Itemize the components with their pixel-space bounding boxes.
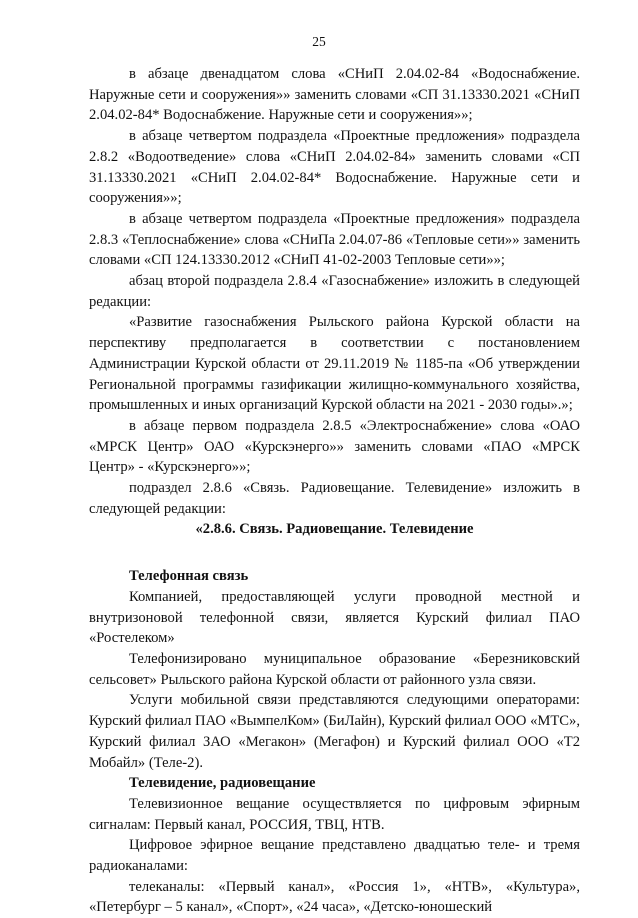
paragraph: телеканалы: «Первый канал», «Россия 1», «НТВ», «Культура», «Петербург – 5 канал», «Спорт», «24 часа», «Детско-юношеский	[89, 878, 580, 916]
paragraph: Телефонизировано муниципальное образование «Березниковский сельсовет» Рыльского района Курской области от районного узла связи.	[89, 650, 580, 688]
page-number: 25	[312, 34, 326, 49]
paragraph: Услуги мобильной связи представляются следующими операторами: Курский филиал ПАО «ВымпелКом» (БиЛайн), Курский филиал ООО «МТС», Курский филиал ЗАО «Мегакон» (Мегафон) и Курский филиал ООО «Т2 Мобайл» (Теле-2).	[89, 692, 580, 771]
quoted-paragraph: «Развитие газоснабжения Рыльского района Курской области на перспективу предполагается в соответствии с постановлением Администрации Курской области от 29.11.2019 № 1185-па «Об утверждении Региональной программы газификации жилищно-коммунального хозяйства, промышленных и иных организаций Курской области на 2021 - 2030 годы».»;	[89, 314, 580, 414]
paragraph: в абзаце четвертом подраздела «Проектные предложения» подраздела 2.8.3 «Теплоснабжение» слова «СНиПа 2.04.07-86 «Тепловые сети»» заменить словами «СП 124.13330.2012 «СНиП 41-02-2003 Тепловые сети»»;	[89, 210, 580, 269]
phone-heading: Телефонная связь	[129, 568, 249, 585]
paragraph: в абзаце двенадцатом слова «СНиП 2.04.02-84 «Водоснабжение. Наружные сети и сооружения»» заменить словами «СП 31.13330.2021 «СНиП 2.04.02-84* Водоснабжение. Наружные сети и сооружения»»;	[89, 66, 580, 124]
paragraph: подраздел 2.8.6 «Связь. Радиовещание. Телевидение» изложить в следующей редакции:	[89, 480, 580, 517]
paragraph: в абзаце четвертом подраздела «Проектные предложения» подраздела 2.8.2 «Водоотведение» слова «СНиП 2.04.02-84» заменить словами «СП 31.13330.2021 «СНиП 2.04.02-84* Водоснабжение. Наружные сети и сооружения»»;	[89, 128, 580, 207]
section-title: «2.8.6. Связь. Радиовещание. Телевидение	[195, 521, 474, 538]
paragraph: Цифровое эфирное вещание представлено двадцатью теле- и тремя радиоканалами:	[89, 837, 580, 875]
tv-heading: Телевидение, радиовещание	[129, 775, 316, 792]
paragraph: Компанией, предоставляющей услуги проводной местной и внутризоновой телефонной связи, является Курский филиал ПАО «Ростелеком»	[89, 588, 580, 647]
document-body	[89, 64, 580, 918]
paragraph: Телевизионное вещание осуществляется по цифровым эфирным сигналам: Первый канал, РОССИЯ, ТВЦ, НТВ.	[89, 795, 580, 833]
paragraph: абзац второй подраздела 2.8.4 «Газоснабжение» изложить в следующей редакции:	[89, 273, 580, 310]
paragraph: в абзаце первом подраздела 2.8.5 «Электроснабжение» слова «ОАО «МРСК Центр» ОАО «Курскэнерго»» заменить словами «ПАО «МРСК Центр» - «Курскэнерго»»;	[89, 417, 580, 476]
